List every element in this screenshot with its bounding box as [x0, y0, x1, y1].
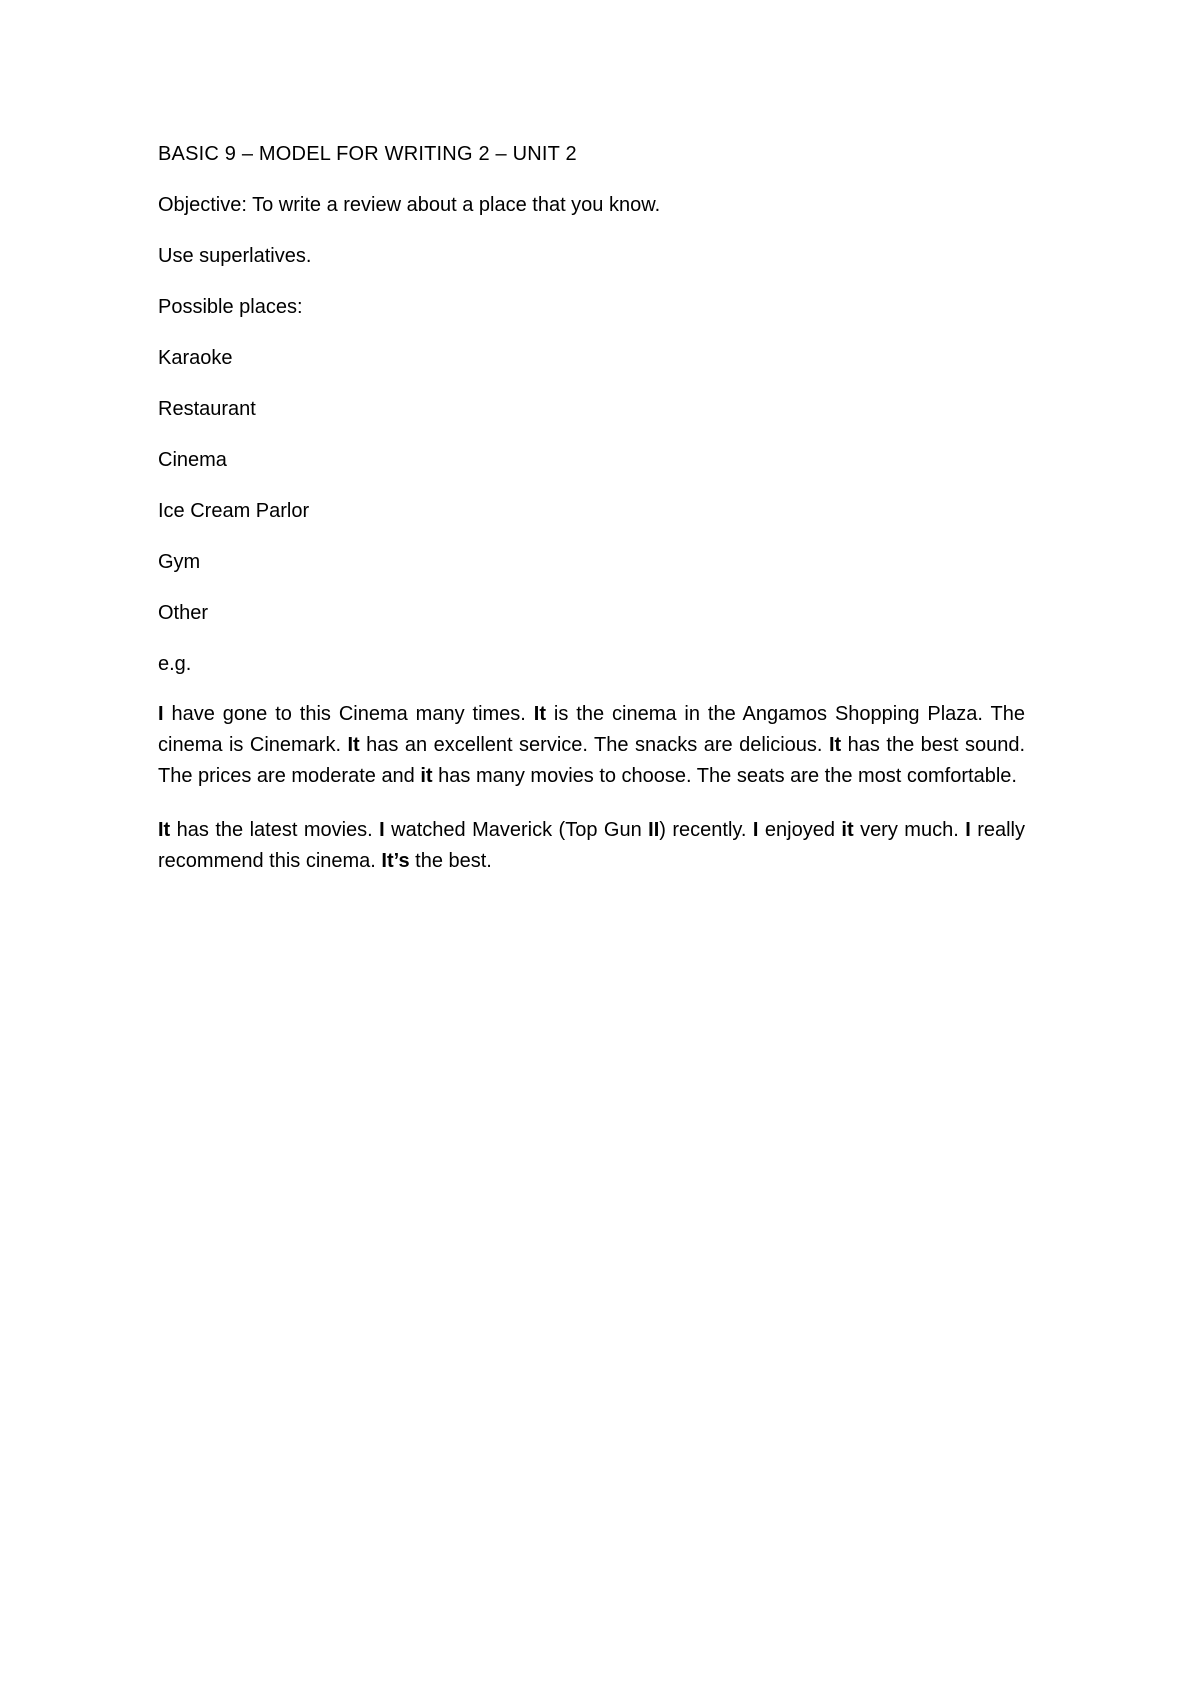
bold-text-segment: II [648, 819, 660, 841]
bold-text-segment: I [158, 703, 164, 725]
text-segment: enjoyed [758, 819, 842, 841]
bold-text-segment: I [965, 819, 971, 841]
document-line: Karaoke [158, 347, 233, 369]
document-paragraph [158, 815, 1025, 877]
text-segment: has the latest movies. [170, 819, 380, 841]
document-line: Other [158, 602, 209, 624]
text-segment: very much. [853, 819, 966, 841]
document-title: BASIC 9 – MODEL FOR WRITING 2 – UNIT 2 [158, 143, 577, 165]
text-segment: has the best sound. The prices are moderate and [158, 734, 1025, 787]
text-segment: has many movies to choose. The seats are the most comfortable. [432, 765, 1017, 787]
text-segment: the best. [409, 850, 492, 872]
document-paragraph [158, 699, 1025, 792]
bold-text-segment: It’s [381, 850, 410, 872]
text-segment: watched Maverick (Top Gun [384, 819, 649, 841]
bold-text-segment: it [420, 765, 433, 787]
bold-text-segment: It [533, 703, 546, 725]
document-line: Cinema [158, 449, 227, 471]
document-line: Possible places: [158, 296, 303, 318]
text-segment: have gone to this Cinema many times. [163, 703, 534, 725]
intro-lines [158, 189, 1025, 680]
text-segment: really recommend this cinema. [158, 819, 1025, 872]
text-segment: ) recently. [659, 819, 753, 841]
document-line: Use superlatives. [158, 245, 312, 267]
document-line: Ice Cream Parlor [158, 500, 310, 522]
document-line: Objective: To write a review about a place that you know. [158, 194, 661, 216]
bold-text-segment: I [752, 819, 759, 841]
bold-text-segment: It [828, 734, 842, 756]
document-line: Restaurant [158, 398, 256, 420]
document-line: Gym [158, 551, 201, 573]
document-line: e.g. [158, 653, 192, 675]
bold-text-segment: it [841, 819, 854, 841]
paragraphs [158, 699, 1025, 877]
bold-text-segment: I [379, 819, 385, 841]
bold-text-segment: It [158, 819, 171, 841]
bold-text-segment: It [347, 734, 360, 756]
text-segment: is the cinema in the Angamos Shopping Plaza. The cinema is Cinemark. [158, 703, 1025, 756]
text-segment: has an excellent service. The snacks are delicious. [359, 734, 829, 756]
